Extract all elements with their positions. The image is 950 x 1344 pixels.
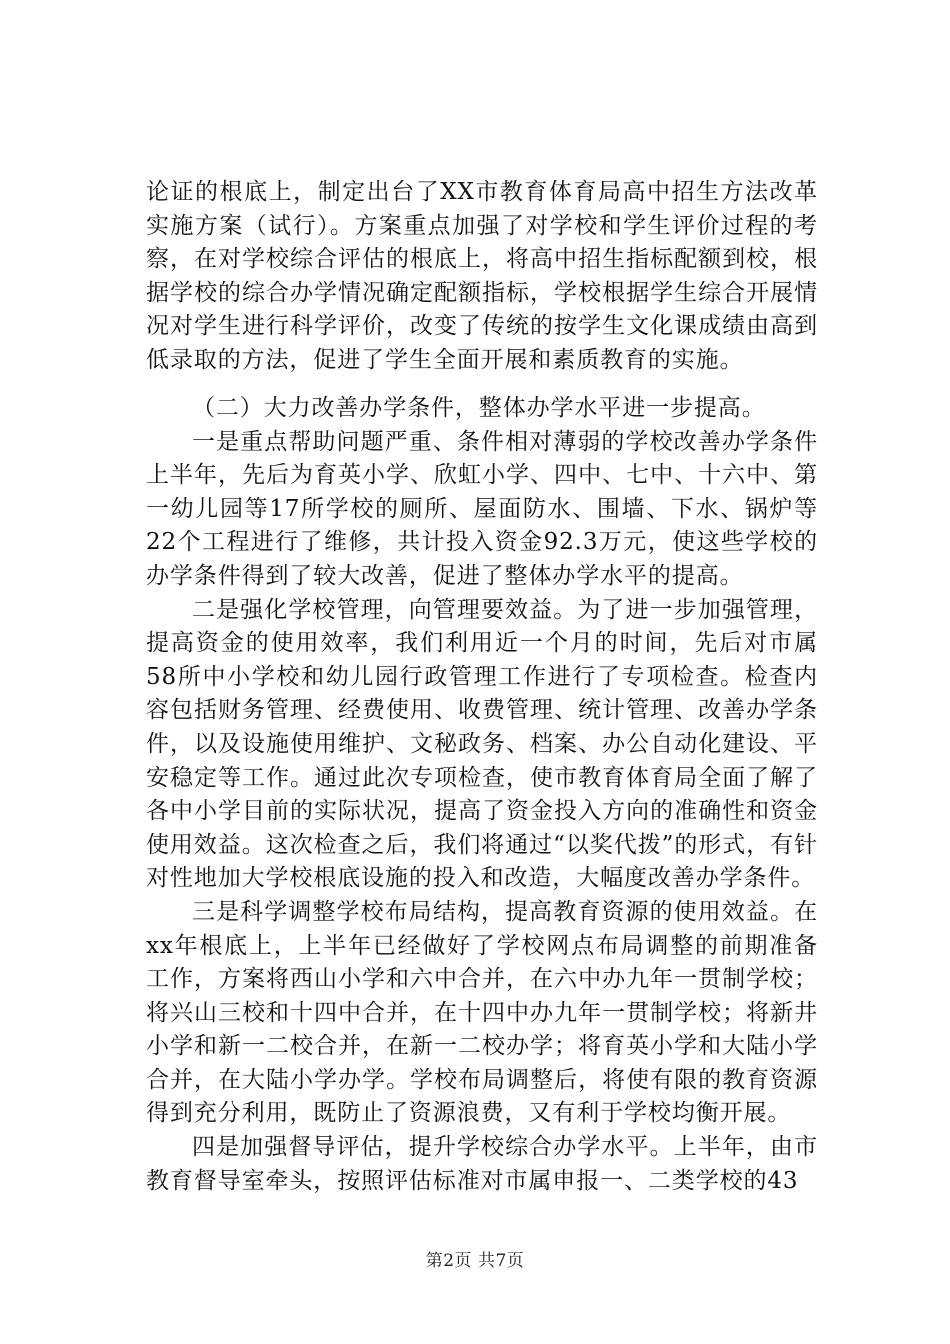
document-body-main	[146, 392, 818, 1198]
page-footer	[0, 1246, 950, 1271]
continuation-paragraph: 论证的根底上，制定出台了XX市教育体育局高中招生方法改革实施方案（试行）。方案重点加强了对学校和学生评价过程的考察，在对学校综合评估的根底上，将高中招生指标配额到校，根据学校的综合办学情况确定配额指标，学校根据学生综合开展情况对学生进行科学评价，改变了传统的按学生文化课成绩由高到低录取的方法，促进了学生全面开展和素质教育的实施。	[146, 179, 818, 373]
body-paragraph: 一是重点帮助问题严重、条件相对薄弱的学校改善办学条件上半年，先后为育英小学、欣虹小学、四中、七中、十六中、第一幼儿园等17所学校的厕所、屋面防水、围墙、下水、锅炉等22个工程进行了维修，共计投入资金92.3万元，使这些学校的办学条件得到了较大改善，促进了整体办学水平的提高。	[146, 428, 818, 589]
body-paragraph: 四是加强督导评估，提升学校综合办学水平。上半年，由市教育督导室牵头，按照评估标准对市属申报一、二类学校的43	[146, 1134, 818, 1194]
body-paragraph: 二是强化学校管理，向管理要效益。为了进一步加强管理，提高资金的使用效率，我们利用近一个月的时间，先后对市属58所中小学校和幼儿园行政管理工作进行了专项检查。检查内容包括财务管理、经费使用、收费管理、统计管理、改善办学条件，以及设施使用维护、文秘政务、档案、办公自动化建设、平安稳定等工作。通过此次专项检查，使市教育体育局全面了解了各中小学目前的实际状况，提高了资金投入方向的准确性和资金使用效益。这次检查之后，我们将通过“以奖代拨”的形式，有针对性地加大学校根底设施的投入和改造，大幅度改善办学条件。	[146, 596, 818, 892]
page-number-label: 第2页 共7页	[425, 1251, 525, 1271]
document-body-top	[146, 176, 818, 378]
body-paragraph: 三是科学调整学校布局结构，提高教育资源的使用效益。在xx年根底上，上半年已经做好了学校网点布局调整的前期准备工作，方案将西山小学和六中合并，在六中办九年一贯制学校；将兴山三校和十四中合并，在十四中办九年一贯制学校；将新井小学和新一二校合并，在新一二校办学；将育英小学和大陆小学合并，在大陆小学办学。学校布局调整后，将使有限的教育资源得到充分利用，既防止了资源浪费，又有利于学校均衡开展。	[146, 898, 818, 1127]
section-heading: （二）大力改善办学条件，整体办学水平进一步提高。	[192, 395, 766, 421]
